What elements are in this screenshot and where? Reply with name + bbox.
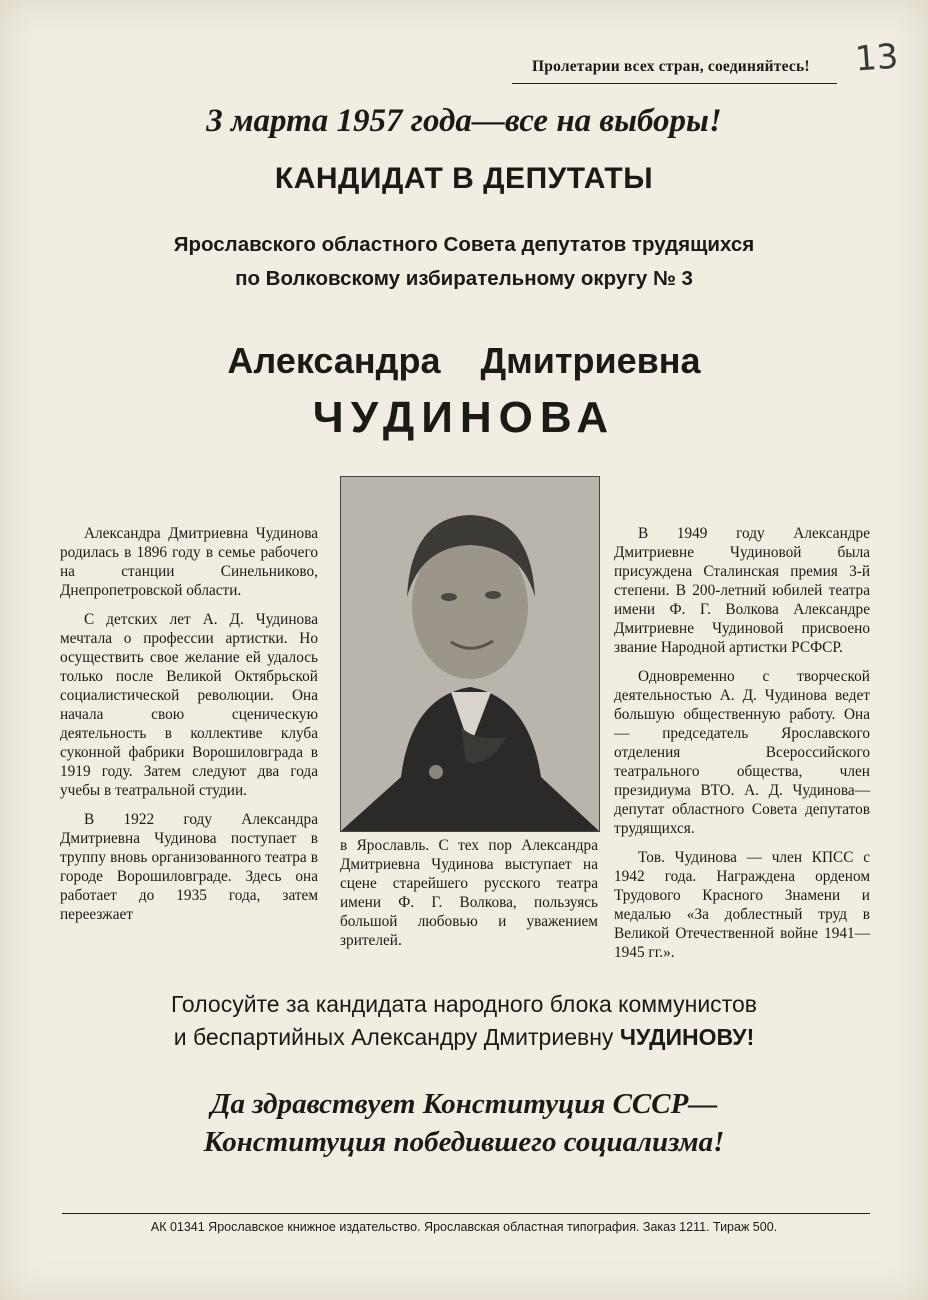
biography-paragraph: В 1949 году Александре Дмитриевне Чудиновой была присуждена Сталинская премия 3-й степени. В 200-летний юбилей театра имени Ф. Г. Волкова Александре Дмитриевне Чудиновой присвоено звание Народной артистки РСФСР. bbox=[614, 525, 870, 656]
vote-appeal-line-1: Голосуйте за кандидата народного блока коммунистов bbox=[171, 991, 757, 1017]
candidate-first-names: Александра Дмитриевна bbox=[227, 340, 701, 381]
constitution-slogan-line-1: Да здравствует Конституция СССР— bbox=[210, 1088, 718, 1120]
slogan-underline bbox=[512, 83, 837, 84]
vote-appeal-prefix: и беспартийных Александру Дмитриевну bbox=[173, 1024, 620, 1050]
biography-paragraph: Одновременно с творческой деятельностью А. Д. Чудинова ведет большую общественную работу. Она — председатель Ярославского отделения Всероссийского театрального общества, член президиума ВТО. А. Д. Чудинова—депутат областного Совета депутатов трудящихся. bbox=[614, 668, 870, 837]
printing-imprint: АК 01341 Ярославское книжное издательство. Ярославская областная типография. Заказ 1211. Тираж 500. bbox=[150, 1220, 778, 1234]
biography-left-column bbox=[60, 524, 318, 934]
portrait-illustration bbox=[341, 477, 599, 831]
vote-appeal bbox=[0, 988, 928, 1054]
election-date-heading: 3 марта 1957 года—все на выборы! bbox=[206, 103, 722, 139]
vote-appeal-surname: ЧУДИНОВУ! bbox=[619, 1024, 755, 1050]
vote-appeal-line-2 bbox=[0, 1021, 928, 1054]
biography-paragraph: Тов. Чудинова — член КПСС с 1942 года. Награждена орденом Трудового Красного Знамени и медалью «За доблестный труд в Великой Отечественной войне 1941—1945 гг.». bbox=[614, 849, 870, 961]
biography-paragraph: в Ярославль. С тех пор Александра Дмитриевна Чудинова выступает на сцене старейшего русского театра имени Ф. Г. Волкова, пользуясь большой любовью и уважением зрителей. bbox=[340, 837, 598, 949]
proletarian-slogan: Пролетарии всех стран, соединяйтесь! bbox=[532, 58, 810, 75]
handwritten-page-number: 13 bbox=[853, 36, 900, 80]
council-subheading bbox=[0, 228, 928, 296]
biography-paragraph: В 1922 году Александра Дмитриевна Чудинова поступает в труппу вновь организованного театра в городе Ворошиловграде. Здесь она работает до 1935 года, затем переезжает bbox=[60, 811, 318, 923]
biography-paragraph: С детских лет А. Д. Чудинова мечтала о профессии артистки. Но осуществить свое желание ей удалось только после Великой Октябрьской социалистической революции. Она начала свою сценическую деятельность в коллективе клуба суконной фабрики Ворошиловграда в 1919 году. Затем следуют два года учебы в театральной студии. bbox=[60, 611, 318, 799]
council-line-1: Ярославского областного Совета депутатов трудящихся bbox=[173, 233, 755, 256]
portrait-photo bbox=[340, 476, 600, 832]
candidate-heading: КАНДИДАТ В ДЕПУТАТЫ bbox=[274, 162, 654, 195]
council-line-2: по Волковскому избирательному округу № 3 bbox=[235, 267, 693, 290]
candidate-surname: ЧУДИНОВА bbox=[312, 393, 616, 442]
imprint-rule bbox=[62, 1213, 870, 1214]
biography-paragraph: Александра Дмитриевна Чудинова родилась в 1896 году в семье рабочего на станции Синельниково, Днепропетровской области. bbox=[60, 525, 318, 599]
biography-middle-column bbox=[340, 836, 598, 950]
constitution-slogan bbox=[0, 1085, 928, 1161]
biography-right-column bbox=[614, 524, 870, 972]
constitution-slogan-line-2: Конституция победившего социализма! bbox=[203, 1126, 725, 1158]
